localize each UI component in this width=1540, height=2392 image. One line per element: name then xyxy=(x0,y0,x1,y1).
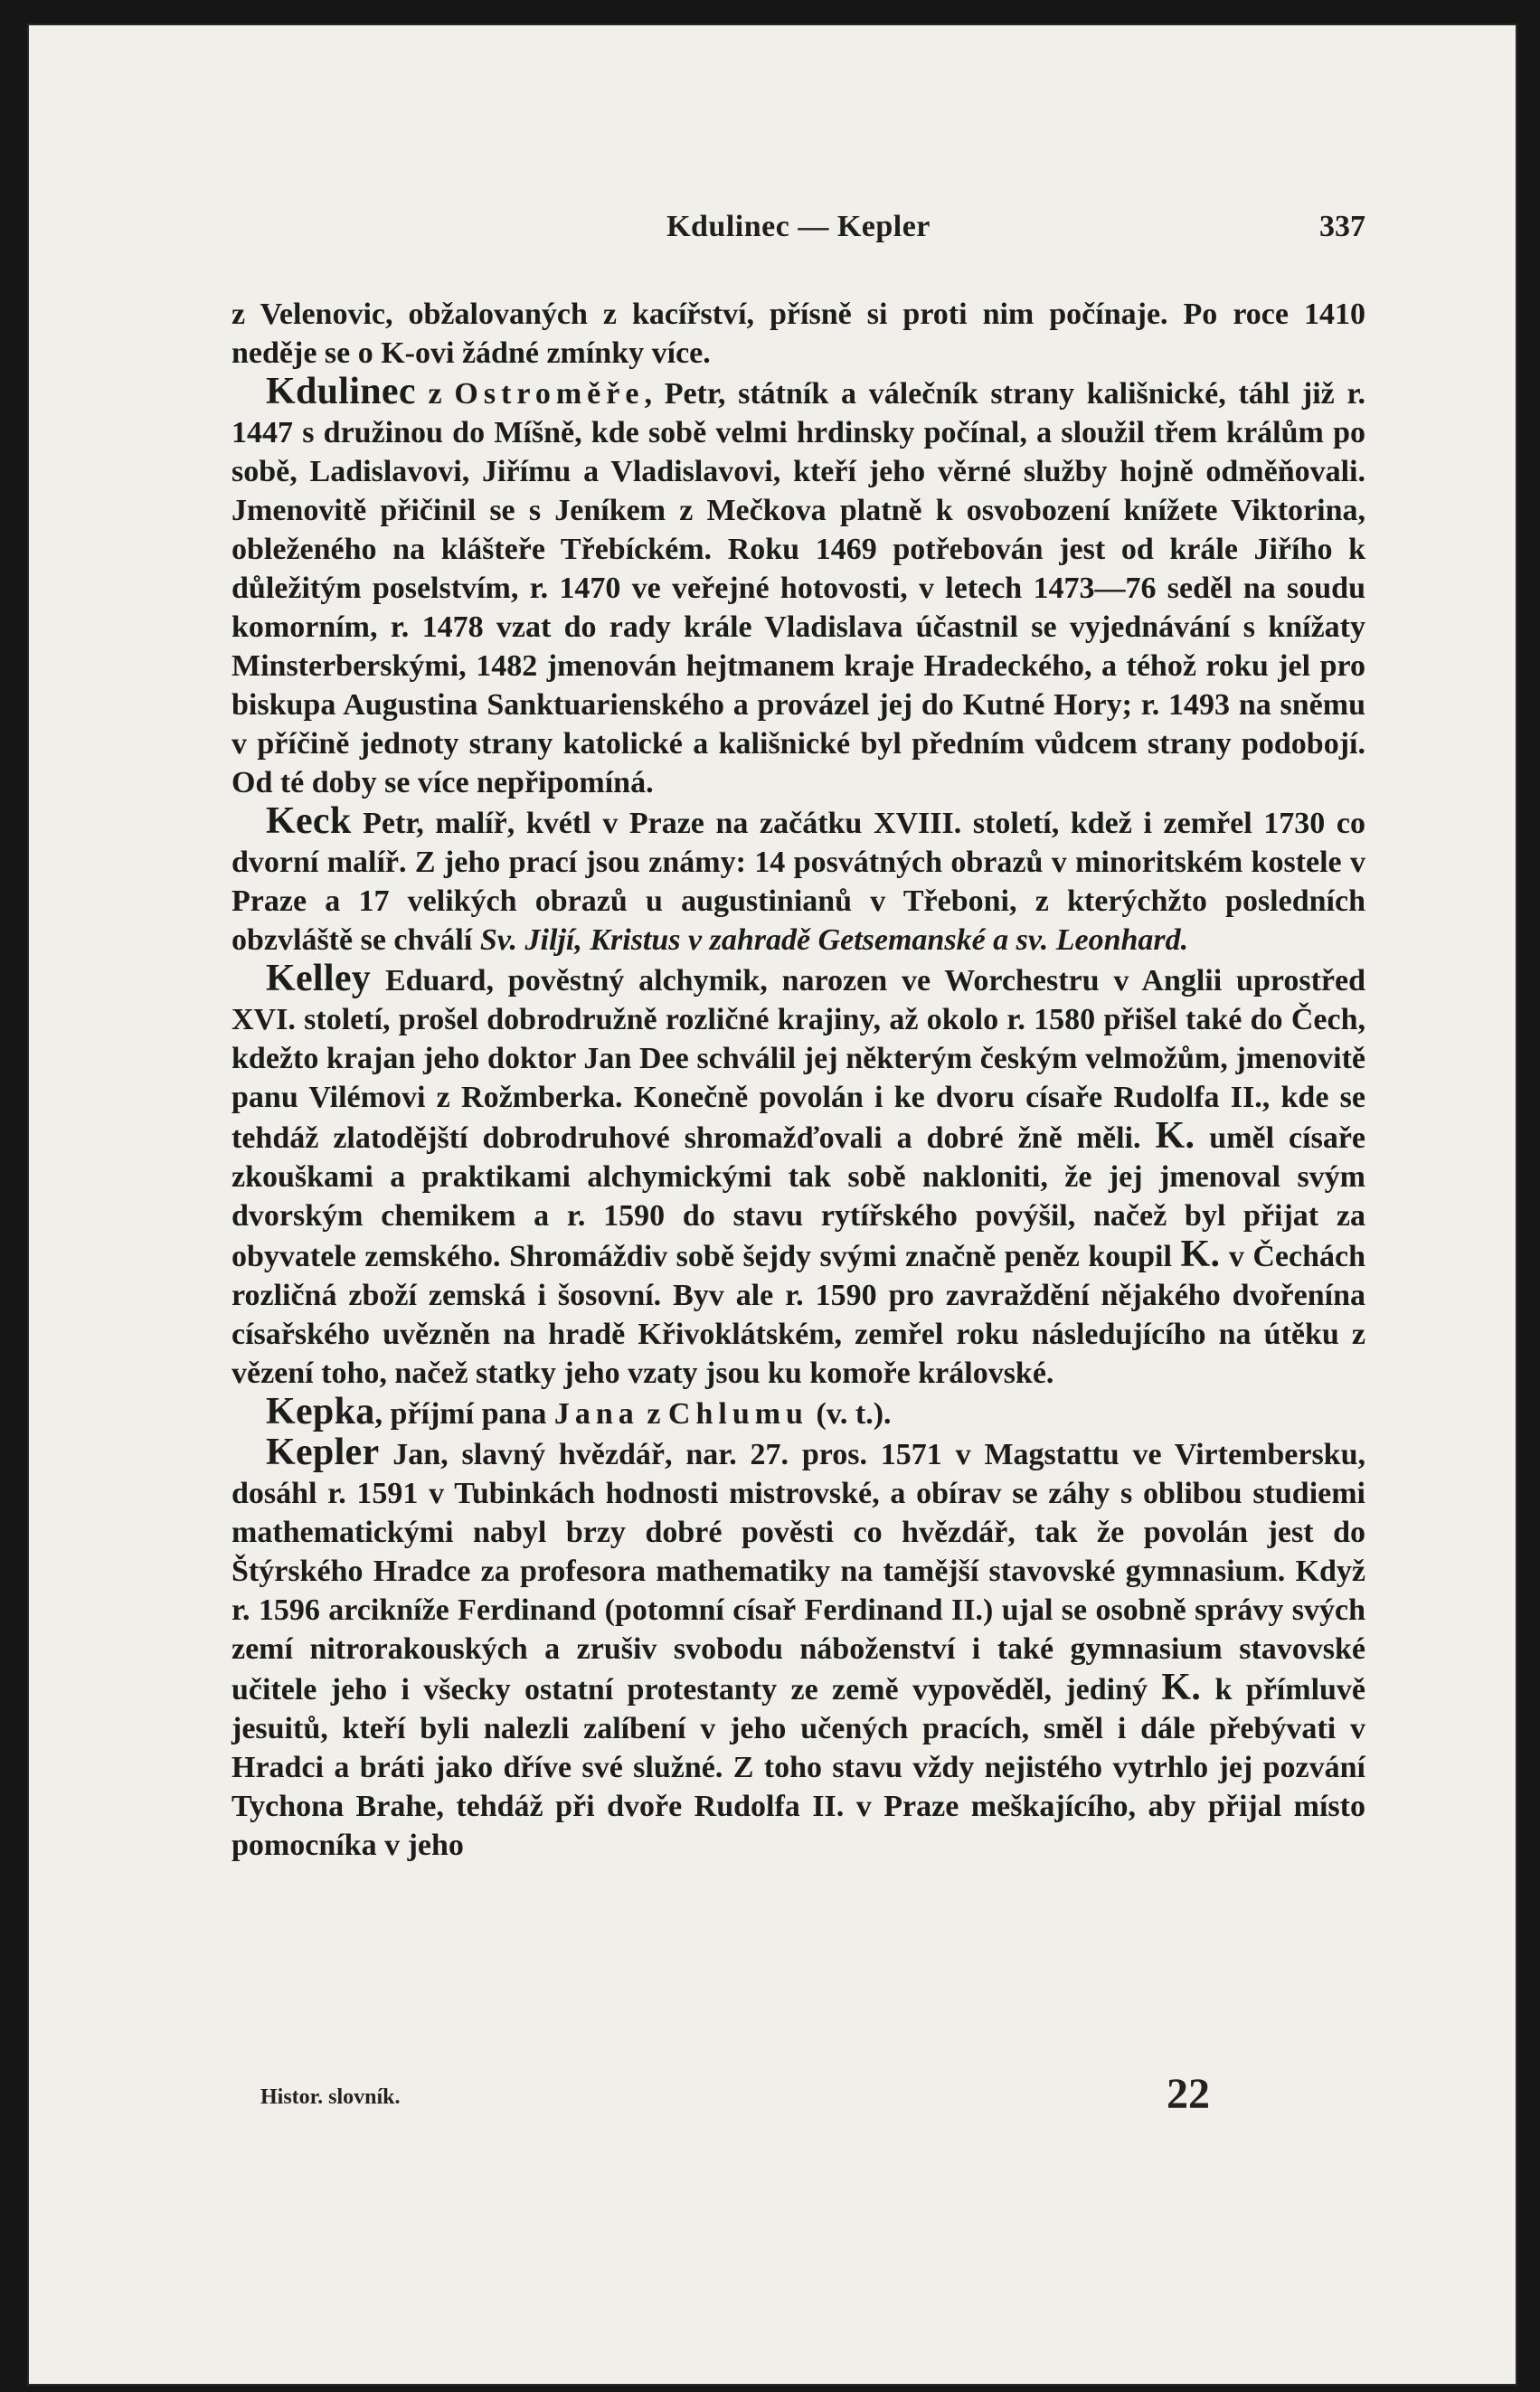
entry-kepler xyxy=(231,1433,1365,1865)
spaced-name: Jana xyxy=(553,1397,639,1431)
entry-kdulinec xyxy=(231,373,1365,802)
entry-kelley xyxy=(231,960,1365,1393)
entry-text: , příjmí pana xyxy=(374,1397,554,1431)
italic-works: Sv. Jiljí, Kristus v zahradě Getsemanské a sv. Leonhard. xyxy=(479,923,1189,957)
headword: Kepka xyxy=(266,1391,375,1432)
entry-text: z xyxy=(638,1397,668,1431)
entry-text: v Čechách rozličná zboží zemská i šosovní. Byv ale r. 1590 pro zavraždění nějakého dvořenína císařského uvězněn na hradě Křivoklátském, zemřel roku následujícího na útěku z vězení toho, načež statky jeho vzaty jsou ku komoře královské. xyxy=(231,1240,1365,1390)
entry-keck xyxy=(231,802,1365,960)
headword: Kdulinec xyxy=(266,371,416,412)
paragraph-continuation xyxy=(231,295,1365,373)
entry-text: (v. t.). xyxy=(808,1397,892,1431)
entry-kepka xyxy=(231,1393,1365,1433)
running-title: Kdulinec — Kepler xyxy=(666,210,931,243)
entry-text: Jan, slavný hvězdář, nar. 27. pros. 1571 v Magstattu ve Virtembersku, dosáhl r. 1591 v Tubinkách hodnosti mistrovské, a obírav se záhy s oblibou studiemi mathematickými nabyl brzy dobré pověsti co hvězdář, tak že povolán jest do Štýrského Hradce za profesora mathematiky na tamější stavovské gymnasium. Když r. 1596 arcikníže Ferdinand (potomní císař Ferdinand II.) ujal se osobně správy svých zemí nitrorakouských a zrušiv svobodu náboženství i také gymnasium stavovské učitele jeho i všecky ostatní protestanty ze země vypověděl, jediný xyxy=(231,1438,1365,1707)
page-number: 337 xyxy=(1319,210,1365,243)
entry-text: uměl císaře zkouškami a praktikami alchymickými tak sobě nakloniti, že jej jmenoval svým dvorským chemikem a r. 1590 do stavu rytířského povýšil, načež byl přijat za obyvatele zemského. Shromáždiv sobě šejdy svými značně peněz koupil xyxy=(231,1121,1366,1273)
spaced-name: Chlumu xyxy=(667,1397,808,1431)
headword: Keck xyxy=(266,800,352,842)
entry-text: z xyxy=(415,377,455,411)
entry-text: , Petr, státník a válečník strany kališnické, táhl již r. 1447 s družinou do Míšně, kde sobě velmi hrdinsky počínal, a sloužil třem králům po sobě, Ladislavovi, Jiřímu a Vladislavovi, kteří jeho věrné služby hojně odměňovali. Jmenovitě přičinil se s Jeníkem z Mečkova platně k osvobození knížete Viktorina, obleženého na klášteře Třebíckém. Roku 1469 potřebován jest od krále Jiřího k důležitým poselstvím, r. 1470 ve veřejné hotovosti, v letech 1473—76 seděl na soudu komorním, r. 1478 vzat do rady krále Vladislava účastnil se vyjednávání s knížaty Minsterberskými, 1482 jmenován hejtmanem kraje Hradeckého, a téhož roku jel pro biskupa Augustina Sanktuarienského a provázel jej do Kutné Hory; r. 1493 na sněmu v příčině jednoty strany katolické a kališnické byl předním vůdcem strany podobojí. Od té doby se více nepřipomíná. xyxy=(231,377,1365,799)
entry-text: Eduard, pověstný alchymik, narozen ve Worchestru v Anglii uprostřed XVI. století, prošel dobrodružně rozličné krajiny, až okolo r. 1580 přišel také do Čech, kdežto krajan jeho doktor Jan Dee schválil jej některým českým velmožům, jmenovitě panu Vilémovi z Rožmberka. Konečně povolán i ke dvoru císaře Rudolfa II., kde se tehdáž zlatodějští dobrodruhové shromažďovali a dobré žně měli. xyxy=(231,964,1365,1155)
spaced-name: Ostroměře xyxy=(454,377,645,411)
book-page xyxy=(27,24,1517,2386)
entry-text: Petr, malíř, kvétl v Praze na začátku XVIII. století, kdež i zemřel 1730 co dvorní malíř. Z jeho prací jsou známy: 14 posvátných obrazů v minoritském kostele v Praze a 17 velikých obrazů u augustinianů v Třeboni, z kterýchžto posledních obzvláště se chválí xyxy=(231,807,1365,957)
page-footer xyxy=(260,2069,1346,2132)
printer-signature: Histor. slovník. xyxy=(260,2085,401,2109)
entry-text: k přímluvě jesuitů, kteří byli nalezli zalíbení v jeho učených pracích, směl i dále přebývati v Hradci a bráti jako dříve své služné. Z toho stavu vždy nejistého vytrhlo jej pozvání Tychona Brahe, tehdáž při dvoře Rudolfa II. v Praze meškajícího, aby přijal místo pomocníka v jeho xyxy=(231,1673,1366,1862)
paragraph-text: z Velenovic, obžalovaných z kacířství, přísně si proti nim počínaje. Po roce 1410 neděje se o K-ovi žádné zmínky více. xyxy=(231,298,1365,370)
signature-number: 22 xyxy=(1167,2070,1210,2118)
headword: Kelley xyxy=(266,958,372,999)
abbrev-k: K. xyxy=(1180,1234,1221,1275)
body-text xyxy=(231,295,1365,1865)
abbrev-k: K. xyxy=(1161,1667,1202,1708)
headword: Kepler xyxy=(266,1432,380,1473)
abbrev-k: K. xyxy=(1155,1115,1195,1157)
page-header xyxy=(231,210,1365,255)
